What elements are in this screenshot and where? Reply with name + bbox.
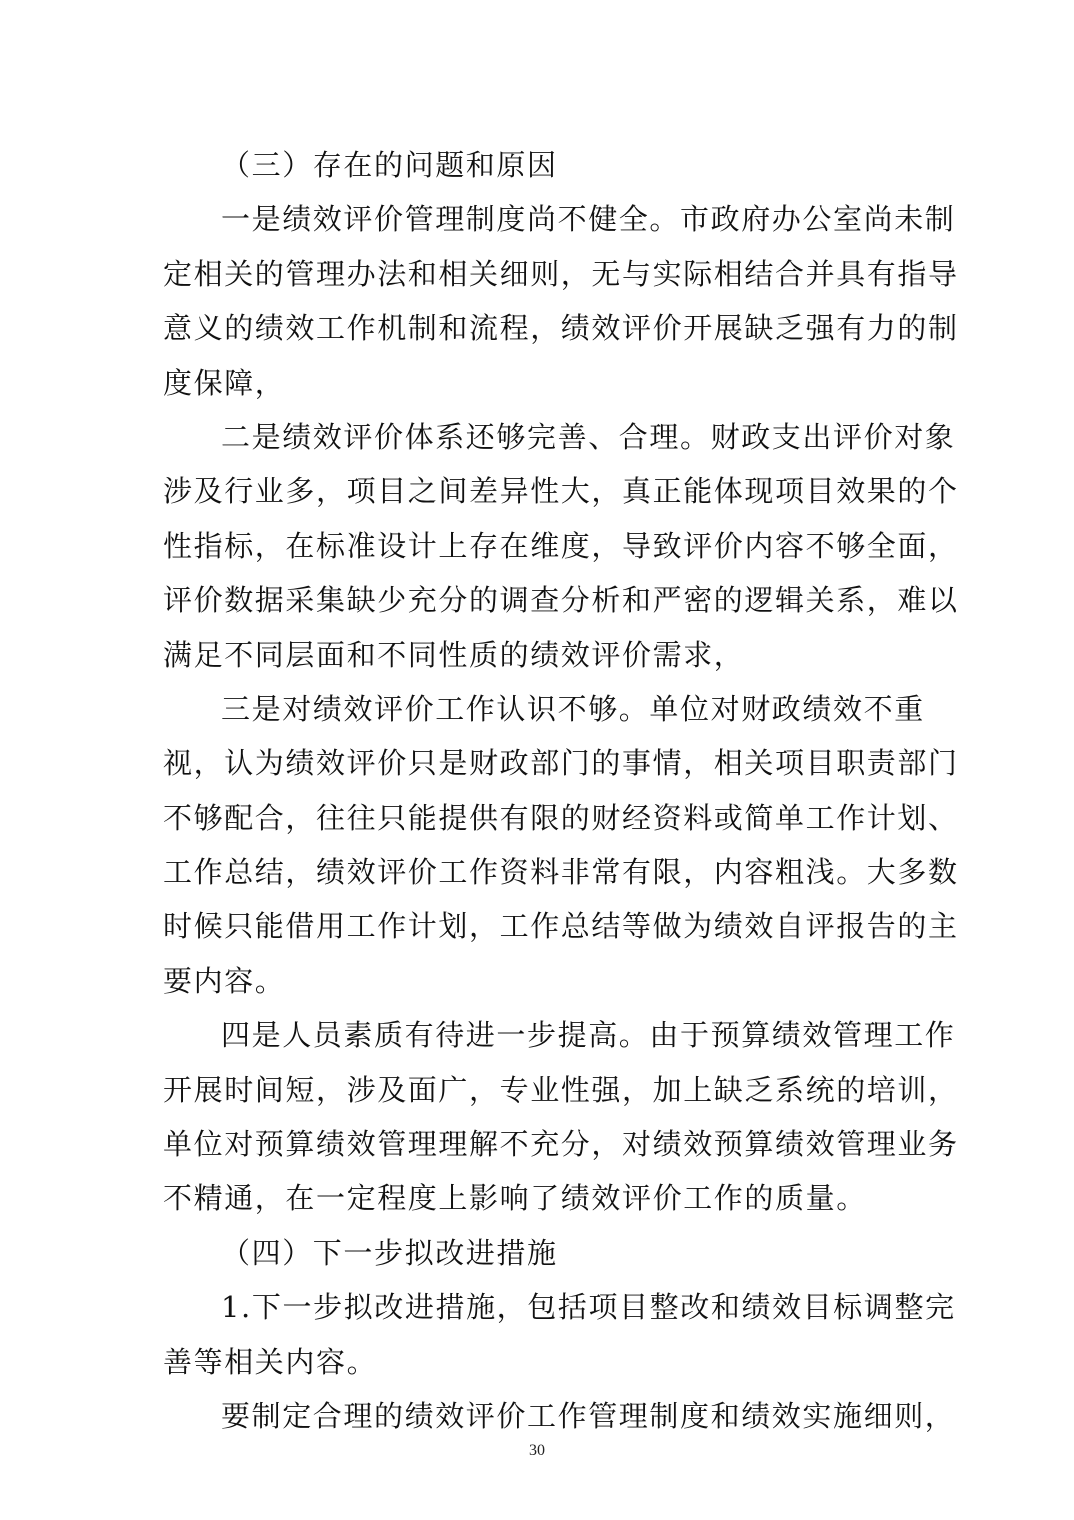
paragraph-line: 时候只能借用工作计划，工作总结等做为绩效自评报告的主	[163, 909, 959, 944]
paragraph-line: 定相关的管理办法和相关细则，无与实际相结合并具有指导	[163, 256, 959, 291]
document-body	[163, 138, 959, 1443]
paragraph-line: 评价数据采集缺少充分的调查分析和严密的逻辑关系，难以	[163, 583, 959, 618]
paragraph-line: 1.下一步拟改进措施，包括项目整改和绩效目标调整完	[221, 1290, 956, 1325]
paragraph-line: 度保障，	[163, 365, 286, 400]
paragraph-line: 善等相关内容。	[163, 1344, 378, 1379]
paragraph-line: 一是绩效评价管理制度尚不健全。市政府办公室尚未制	[221, 202, 956, 237]
paragraph-line: 要制定合理的绩效评价工作管理制度和绩效实施细则，	[221, 1398, 956, 1433]
paragraph-line: 四是人员素质有待进一步提高。由于预算绩效管理工作	[221, 1018, 956, 1053]
paragraph-line: 要内容。	[163, 963, 286, 998]
paragraph-line: 开展时间短，涉及面广，专业性强，加上缺乏系统的培训，	[163, 1072, 959, 1107]
paragraph-line: 二是绩效评价体系还够完善、合理。财政支出评价对象	[221, 419, 956, 454]
section-heading-3: （三）存在的问题和原因	[221, 148, 558, 182]
paragraph-line: 三是对绩效评价工作认识不够。单位对财政绩效不重	[221, 691, 925, 726]
paragraph-line: 满足不同层面和不同性质的绩效评价需求，	[163, 637, 745, 672]
paragraph-line: 涉及行业多，项目之间差异性大，真正能体现项目效果的个	[163, 474, 959, 509]
paragraph-line: 单位对预算绩效管理理解不充分，对绩效预算绩效管理业务	[163, 1127, 959, 1162]
paragraph-line: 工作总结，绩效评价工作资料非常有限，内容粗浅。大多数	[163, 855, 959, 890]
paragraph-line: 视，认为绩效评价只是财政部门的事情，相关项目职责部门	[163, 746, 959, 781]
paragraph-line: 性指标，在标准设计上存在维度，导致评价内容不够全面，	[163, 528, 959, 563]
section-heading-4: （四）下一步拟改进措施	[221, 1235, 558, 1270]
paragraph-line: 不精通，在一定程度上影响了绩效评价工作的质量。	[163, 1181, 867, 1216]
paragraph-line: 意义的绩效工作机制和流程，绩效评价开展缺乏强有力的制	[163, 311, 959, 346]
page-number: 30	[529, 1442, 545, 1459]
paragraph-line: 不够配合，往往只能提供有限的财经资料或简单工作计划、	[163, 800, 959, 835]
